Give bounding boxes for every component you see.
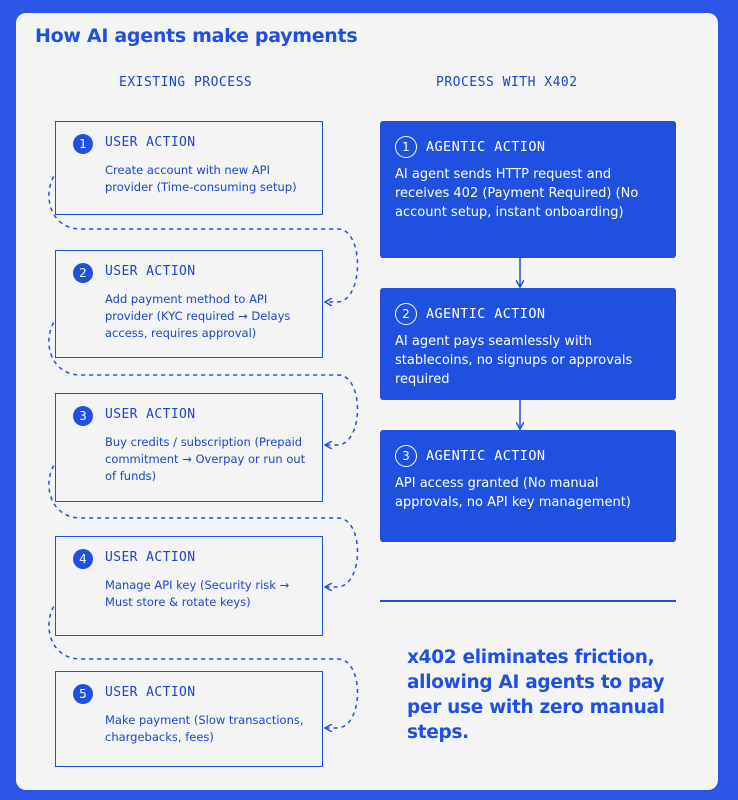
step-number-badge: 1 — [395, 136, 417, 158]
step-description: Buy credits / subscription (Prepaid commitment → Overpay or run out of funds) — [105, 435, 306, 483]
step-label: AGENTIC ACTION — [426, 448, 546, 464]
column-heading-existing: EXISTING PROCESS — [119, 75, 253, 90]
user-action-box-4 — [55, 536, 323, 636]
user-action-box-3 — [55, 393, 323, 502]
step-label: USER ACTION — [105, 685, 196, 700]
step-description: API access granted (No manual approvals, no API key management) — [395, 476, 631, 510]
section-divider — [380, 600, 676, 602]
step-number-badge: 2 — [73, 263, 93, 283]
user-action-box-1 — [55, 121, 323, 215]
step-description: Make payment (Slow transactions, chargebacks, fees) — [105, 713, 304, 744]
step-description: Manage API key (Security risk → Must store & rotate keys) — [105, 578, 290, 609]
user-action-box-5 — [55, 671, 323, 767]
step-description: Add payment method to API provider (KYC required → Delays access, requires approval) — [105, 292, 291, 340]
step-number-badge: 3 — [73, 406, 93, 426]
step-number-badge: 2 — [395, 303, 417, 325]
agentic-action-box-3 — [380, 430, 676, 542]
step-label: USER ACTION — [105, 135, 196, 150]
summary-statement: x402 eliminates friction, allowing AI agents to pay per use with zero manual steps. — [407, 647, 665, 743]
step-label: AGENTIC ACTION — [426, 306, 546, 322]
step-number-badge: 5 — [73, 684, 93, 704]
agentic-action-box-2 — [380, 288, 676, 400]
step-number-badge: 4 — [73, 549, 93, 569]
diagram-title: How AI agents make payments — [35, 25, 358, 47]
step-description: Create account with new API provider (Time-consuming setup) — [105, 163, 297, 194]
step-number-badge: 1 — [73, 134, 93, 154]
step-description: AI agent pays seamlessly with stablecoins, no signups or approvals required — [395, 334, 633, 387]
step-description: AI agent sends HTTP request and receives 402 (Payment Required) (No account setup, instant onboarding) — [395, 167, 639, 220]
step-label: AGENTIC ACTION — [426, 139, 546, 155]
user-action-box-2 — [55, 250, 323, 358]
step-label: USER ACTION — [105, 550, 196, 565]
step-number-badge: 3 — [395, 445, 417, 467]
step-label: USER ACTION — [105, 264, 196, 279]
column-heading-x402: PROCESS WITH X402 — [436, 75, 578, 90]
agentic-action-box-1 — [380, 121, 676, 258]
step-label: USER ACTION — [105, 407, 196, 422]
